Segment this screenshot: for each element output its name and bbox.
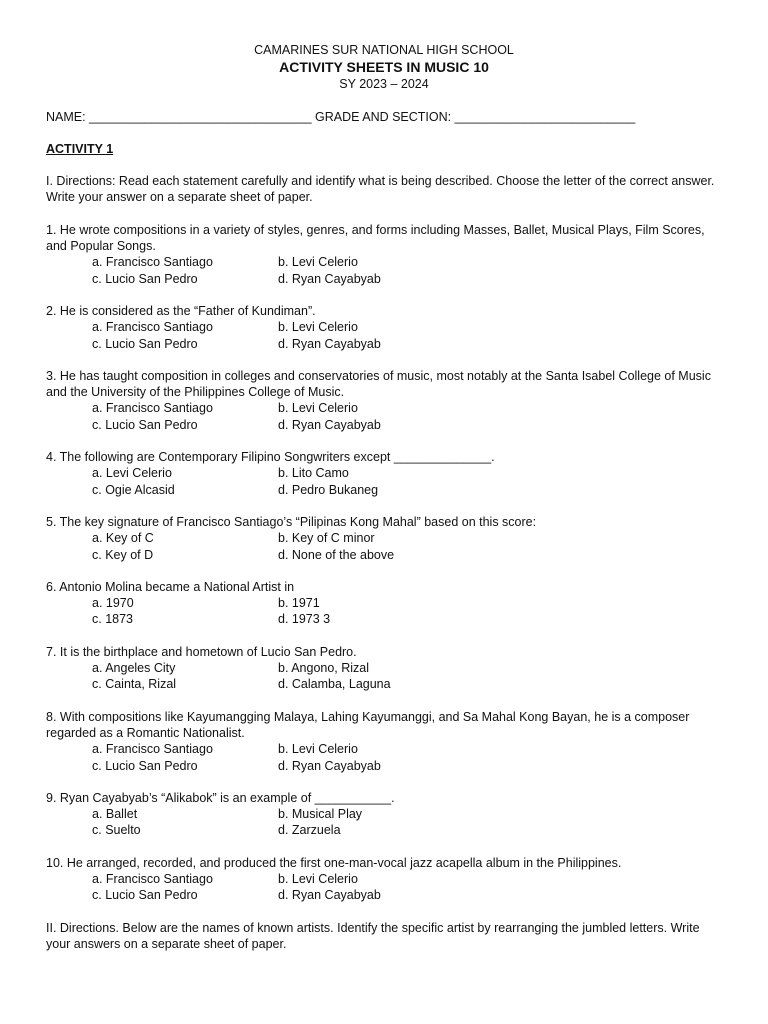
question-text: 2. He is considered as the “Father of Kundiman”. [46,303,316,318]
answer-options [46,530,722,563]
answer-options [46,595,722,628]
question-item [46,303,722,352]
answer-option: b. Musical Play [278,807,363,822]
answer-option: a. Francisco Santiago [92,742,213,757]
answer-option: b. Levi Celerio [278,742,358,757]
answer-option: a. Ballet [92,807,138,822]
answer-option: a. Francisco Santiago [92,401,213,416]
answer-option: b. Key of C minor [278,531,375,546]
question-text: 5. The key signature of Francisco Santiago’s “Pilipinas Kong Mahal” based on this score: [46,514,537,529]
answer-option: d. None of the above [278,547,395,562]
question-item [46,222,722,287]
answer-option: a. Key of C [92,531,154,546]
answer-option: c. Ogie Alcasid [92,482,175,497]
question-item [46,368,722,433]
answer-option: a. Francisco Santiago [92,871,213,886]
question-text: 3. He has taught composition in colleges and conservatories of music, most notably at the Santa Isabel College of Music and the University of the Philippines College of Music. [46,368,711,400]
question-text: 9. Ryan Cayabyab’s “Alikabok” is an example of ___________. [46,790,395,805]
answer-option: c. Cainta, Rizal [92,677,177,692]
question-item [46,644,722,693]
answer-option: d. Pedro Bukaneg [278,482,379,497]
question-item [46,514,722,563]
answer-option: b. 1971 [278,596,320,611]
question-item [46,449,722,498]
answer-options [46,741,722,774]
answer-option: a. Francisco Santiago [92,255,213,270]
answer-option: a. Levi Celerio [92,466,172,481]
directions-part-2: II. Directions. Below are the names of known artists. Identify the specific artist by rearranging the jumbled letters. Write your answers on a separate sheet of paper. [46,920,700,951]
question-text: 8. With compositions like Kayumangging Malaya, Lahing Kayumanggi, and Sa Mahal Kong Bayan, he is a composer regarded as a Romantic Nationalist. [46,709,690,740]
answer-option: b. Levi Celerio [278,401,358,416]
answer-option: d. Ryan Cayabyab [278,888,381,903]
answer-option: a. Francisco Santiago [92,320,213,335]
answer-options [46,319,722,352]
question-text: 10. He arranged, recorded, and produced the first one-man-vocal jazz acapella album in the Philippines. [46,855,622,870]
answer-option: b. Angono, Rizal [278,661,370,676]
question-text: 7. It is the birthplace and hometown of Lucio San Pedro. [46,644,357,659]
answer-option: c. Lucio San Pedro [92,417,198,432]
answer-option: b. Levi Celerio [278,255,358,270]
question-list [46,222,722,904]
answer-options [46,254,722,287]
answer-option: b. Levi Celerio [278,320,358,335]
school-year: SY 2023 – 2024 [339,77,429,92]
answer-options [46,400,722,433]
answer-options [46,465,722,498]
answer-option: d. Ryan Cayabyab [278,336,381,351]
school-name: CAMARINES SUR NATIONAL HIGH SCHOOL [254,43,514,57]
question-text: 1. He wrote compositions in a variety of styles, genres, and forms including Masses, Ballet, Musical Plays, Film Scores, and Popular Songs. [46,222,705,254]
answer-option: c. Lucio San Pedro [92,271,198,286]
answer-option: d. Ryan Cayabyab [278,417,381,432]
answer-option: b. Levi Celerio [278,871,358,886]
answer-options [46,660,722,693]
answer-option: b. Lito Camo [278,466,349,481]
question-item [46,709,722,774]
directions-part-1: I. Directions: Read each statement carefully and identify what is being described. Choose the letter of the correct answer. Write your answer on a separate sheet of paper. [46,174,715,205]
name-grade-section-line: NAME: ________________________________ GRADE AND SECTION: __________________________ [46,109,636,124]
answer-option: a. 1970 [92,596,134,611]
answer-option: d. Ryan Cayabyab [278,271,381,286]
activity-label: ACTIVITY 1 [46,141,114,156]
answer-option: c. Lucio San Pedro [92,888,198,903]
answer-option: c. Suelto [92,823,141,838]
question-text: 4. The following are Contemporary Filipino Songwriters except ______________. [46,450,495,465]
answer-option: d. Ryan Cayabyab [278,758,381,773]
question-text: 6. Antonio Molina became a National Artist in [46,579,295,594]
sheet-title: ACTIVITY SHEETS IN MUSIC 10 [279,59,489,76]
answer-option: c. Lucio San Pedro [92,336,198,351]
answer-option: d. Zarzuela [278,823,341,838]
question-item [46,579,722,628]
answer-option: a. Angeles City [92,661,176,676]
question-item [46,790,722,839]
question-item [46,855,722,904]
answer-option: c. Key of D [92,547,154,562]
answer-option: d. Calamba, Laguna [278,677,391,692]
answer-option: c. 1873 [92,612,134,627]
answer-options [46,871,722,904]
answer-option: c. Lucio San Pedro [92,758,198,773]
answer-options [46,806,722,839]
answer-option: d. 1973 3 [278,612,331,627]
